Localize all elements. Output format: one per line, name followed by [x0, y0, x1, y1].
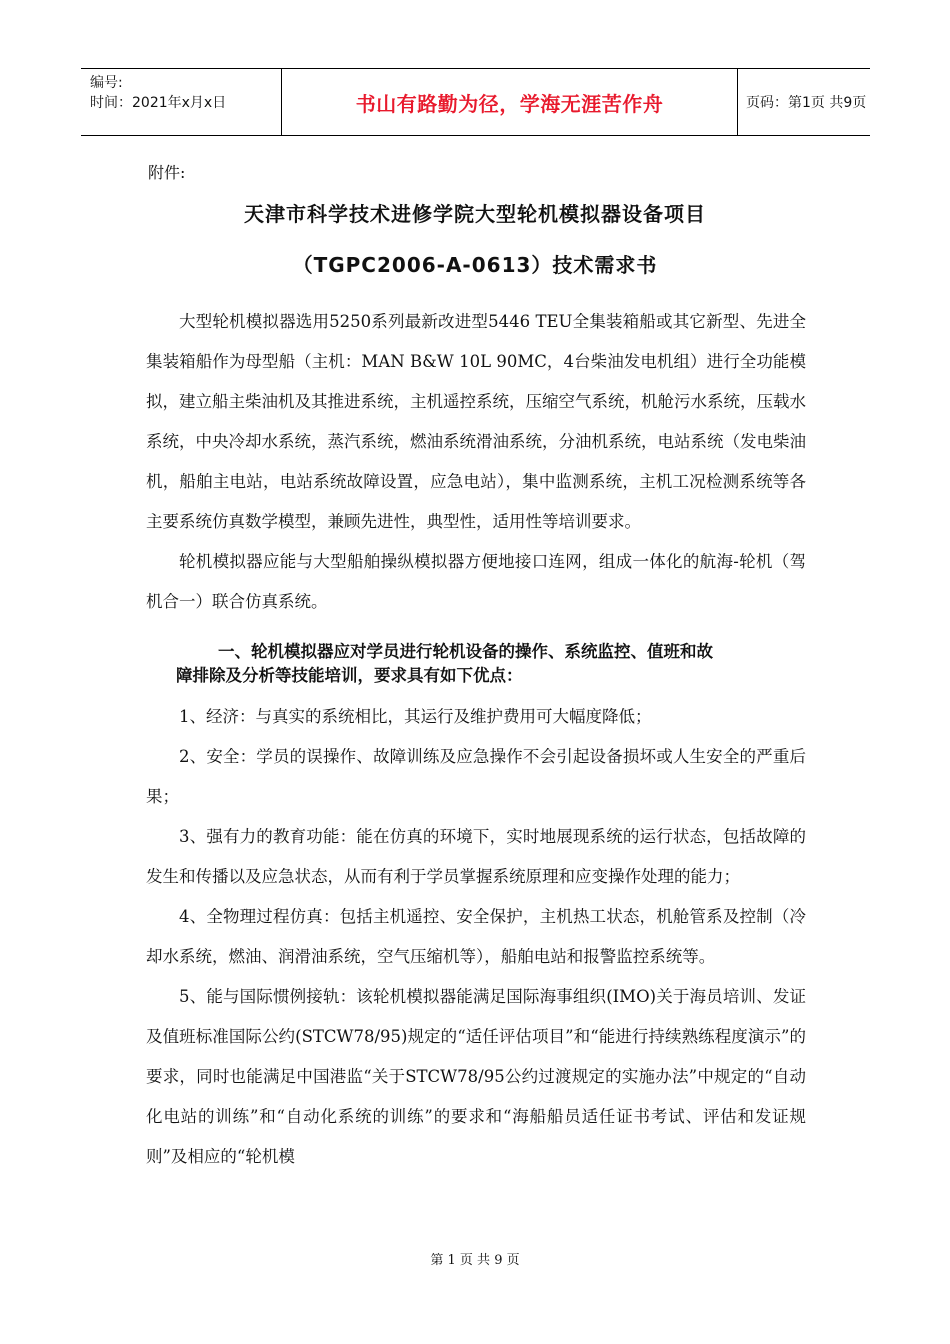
header-meta: [81, 69, 282, 135]
header-page-info: 页码：第1页 共9页: [746, 95, 867, 111]
intro-section: [146, 302, 806, 622]
advantages-list: [146, 697, 806, 1177]
header-table: [81, 68, 870, 136]
document-title-line1: 天津市科学技术进修学院大型轮机模拟器设备项目: [244, 202, 706, 226]
list-item-international: 5、能与国际惯例接轨：该轮机模拟器能满足国际海事组织(IMO)关于海员培训、发证及值班标准国际公约(STCW78/95)规定的“适任评估项目”和“能进行持续熟练程度演示”的要求，同时也能满足中国港监“关于STCW78/95公约过渡规定的实施办法”中规定的“自动化电站的训练”和“自动化系统的训练”的要求和“海船船员适任证书考试、评估和发证规则”及相应的“轮机模: [146, 987, 806, 1166]
section-heading-line1: 一、轮机模拟器应对学员进行轮机设备的操作、系统监控、值班和故: [218, 642, 713, 661]
paragraph-network: 轮机模拟器应能与大型船舶操纵模拟器方便地接口连网，组成一体化的航海-轮机（驾机合一）联合仿真系统。: [146, 552, 806, 611]
document-date: 时间：2021年x月x日: [90, 95, 227, 111]
paragraph-intro: 大型轮机模拟器选用5250系列最新改进型5446 TEU全集装箱船或其它新型、先进全集装箱船作为母型船（主机：MAN B&W 10L 90MC，4台柴油发电机组）进行全功能模拟，建立船主柴油机及其推进系统，主机遥控系统，压缩空气系统，机舱污水系统，压载水系统，中央冷却水系统，蒸汽系统，燃油系统滑油系统，分油机系统，电站系统（发电柴油机，船舶主电站，电站系统故障设置，应急电站），集中监测系统，主机工况检测系统等各主要系统仿真数学模型，兼顾先进性，典型性，适用性等培训要求。: [146, 312, 806, 531]
list-item-education: 3、强有力的教育功能：能在仿真的环境下，实时地展现系统的运行状态，包括故障的发生和传播以及应急状态，从而有利于学员掌握系统原理和应变操作处理的能力；: [146, 827, 806, 886]
header-motto-cell: [282, 69, 738, 135]
page-footer: 第 1 页 共 9 页: [430, 1253, 520, 1268]
section-heading-line2: 障排除及分析等技能培训，要求具有如下优点：: [176, 666, 523, 685]
document-title-line2: （TGPC2006-A-0613）技术需求书: [292, 253, 658, 277]
list-item-safety: 2、安全：学员的误操作、故障训练及应急操作不会引起设备损坏或人生安全的严重后果；: [146, 747, 806, 806]
attachment-label: 附件:: [148, 163, 186, 182]
motto-text: 书山有路勤为径，学海无涯苦作舟: [355, 91, 664, 116]
document-number: 编号:: [90, 75, 123, 91]
list-item-economy: 1、经济：与真实的系统相比，其运行及维护费用可大幅度降低；: [179, 707, 652, 726]
section-heading-1: [176, 640, 806, 688]
list-item-simulation: 4、全物理过程仿真：包括主机遥控、安全保护，主机热工状态，机舱管系及控制（冷却水系统，燃油、润滑油系统，空气压缩机等），船舶电站和报警监控系统等。: [146, 907, 806, 966]
